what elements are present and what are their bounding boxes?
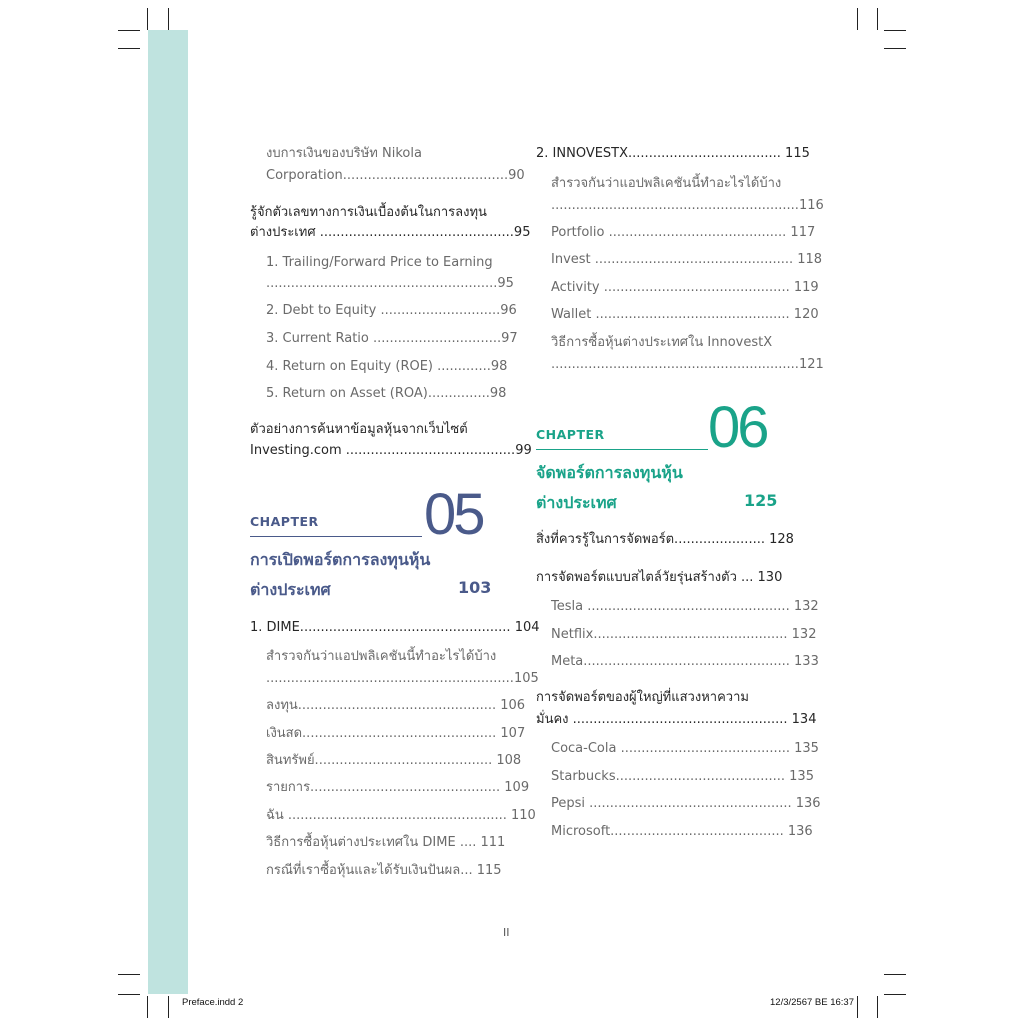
chapter-page: 125 [744,491,778,510]
toc-entry: 5. Return on Asset (ROA)...............98 [266,386,507,401]
toc-entry: 1. Trailing/Forward Price to Earning [266,255,493,270]
toc-entry: Microsoft.......................................... 136 [551,824,813,839]
crop-mark [118,48,140,49]
toc-entry: รายการ.............................................. 109 [266,780,530,795]
chapter-title: การเปิดพอร์ตการลงทุนหุ้น [250,550,431,569]
toc-entry: การจัดพอร์ตแบบสไตล์วัยรุ่นสร้างตัว ... 130 [536,570,783,585]
toc-entry: Invest ................................................ 118 [551,252,823,267]
toc-entry: ............................................................121 [551,357,824,372]
toc-entry: ............................................................116 [551,198,824,213]
crop-mark [884,994,906,995]
toc-entry: การจัดพอร์ตของผู้ใหญ่ที่แสวงหาความ [536,690,749,705]
toc-entry: 1. DIME................................................... 104 [250,620,540,635]
toc-entry: ลงทุน................................................ 106 [266,698,526,713]
toc-entry: Investing.com .........................................99 [250,443,532,458]
toc-entry: Pepsi ................................................. 136 [551,796,821,811]
toc-entry: Coca-Cola ......................................... 135 [551,741,819,756]
date-slug: 12/3/2567 BE 16:37 [770,997,854,1008]
toc-entry: Corporation........................................90 [266,168,525,183]
toc-entry: รู้จักตัวเลขทางการเงินเบื้องต้นในการลงทุน [250,205,487,220]
toc-entry: Meta.................................................. 133 [551,654,819,669]
page-edge-band [148,30,188,994]
toc-entry: มั่นคง .................................................... 134 [536,712,817,727]
toc-entry: Netflix............................................... 132 [551,627,817,642]
crop-mark [877,8,878,30]
toc-entry: 2. INNOVESTX..................................... 115 [536,146,810,161]
toc-entry: Portfolio ........................................... 117 [551,225,816,240]
crop-mark [118,30,140,31]
toc-entry: สำรวจกันว่าแอปพลิเคชันนี้ทำอะไรได้บ้าง [266,649,497,664]
toc-entry: กรณีที่เราซื้อหุ้นและได้รับเงินปันผล... 115 [266,863,502,878]
chapter-label: CHAPTER [250,514,319,529]
crop-mark [884,30,906,31]
crop-mark [857,996,858,1018]
chapter-number: 05 [424,482,483,547]
crop-mark [884,48,906,49]
chapter-page: 103 [458,578,492,597]
crop-mark [168,8,169,30]
toc-entry: เงินสด............................................... 107 [266,726,526,741]
crop-mark [877,996,878,1018]
toc-entry: ฉัน ..................................................... 110 [266,808,536,823]
toc-entry: 2. Debt to Equity .............................96 [266,303,517,318]
chapter-label: CHAPTER [536,427,605,442]
toc-entry: ........................................................95 [266,276,514,291]
toc-entry: 3. Current Ratio ...............................97 [266,331,518,346]
toc-entry: 4. Return on Equity (ROE) .............98 [266,359,508,374]
page-number: II [503,926,510,939]
toc-entry: ต่างประเทศ ...............................................95 [250,225,531,240]
file-slug: Preface.indd 2 [182,997,244,1008]
crop-mark [857,8,858,30]
crop-mark [168,996,169,1018]
crop-mark [884,974,906,975]
toc-entry: Tesla ................................................. 132 [551,599,819,614]
toc-entry: ............................................................105 [266,671,539,686]
toc-entry: สำรวจกันว่าแอปพลิเคชันนี้ทำอะไรได้บ้าง [551,176,782,191]
chapter-title: ต่างประเทศ [536,493,617,512]
crop-mark [118,974,140,975]
chapter-number: 06 [708,395,767,460]
crop-mark [147,996,148,1018]
toc-entry: สิ่งที่ควรรู้ในการจัดพอร์ต...................... 128 [536,532,794,547]
chapter-rule [536,449,708,450]
chapter-title: ต่างประเทศ [250,580,331,599]
toc-entry: Wallet ............................................... 120 [551,307,819,322]
toc-entry: วิธีการซื้อหุ้นต่างประเทศใน InnovestX [551,335,773,350]
toc-entry: วิธีการซื้อหุ้นต่างประเทศใน DIME .... 111 [266,835,506,850]
crop-mark [118,994,140,995]
toc-entry: ตัวอย่างการค้นหาข้อมูลหุ้นจากเว็บไซต์ [250,422,468,437]
toc-entry: สินทรัพย์........................................... 108 [266,753,522,768]
crop-mark [147,8,148,30]
toc-entry: Activity ............................................. 119 [551,280,819,295]
chapter-title: จัดพอร์ตการลงทุนหุ้น [536,463,683,482]
toc-entry: Starbucks......................................... 135 [551,769,814,784]
toc-entry: งบการเงินของบริษัท Nikola [266,146,422,161]
chapter-rule [250,536,422,537]
